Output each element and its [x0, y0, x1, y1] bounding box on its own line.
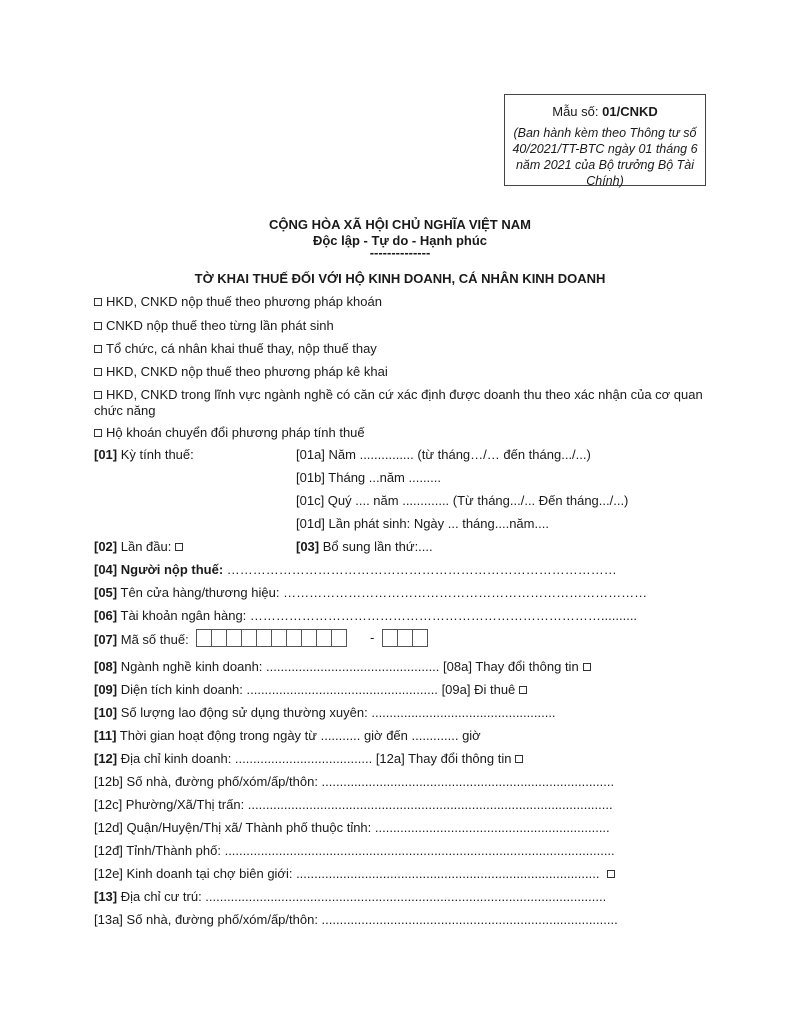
- field-12b[interactable]: [12b] Số nhà, đường phố/xóm/ấp/thôn: .................................................................................: [94, 774, 615, 789]
- checkbox[interactable]: [94, 322, 102, 330]
- tax-code-cell[interactable]: [211, 629, 227, 647]
- field-12c[interactable]: [12c] Phường/Xã/Thị trấn: .....................................................................................................: [94, 797, 613, 812]
- option-row[interactable]: HKD, CNKD nộp thuế theo phương pháp khoán: [94, 294, 382, 309]
- field-11[interactable]: [11] Thời gian hoạt động trong ngày từ ........... giờ đến ............. giờ: [94, 728, 481, 743]
- option-row[interactable]: HKD, CNKD nộp thuế theo phương pháp kê khai: [94, 364, 388, 379]
- tax-code-cells[interactable]: [197, 629, 347, 647]
- tax-code-suffix-cells[interactable]: [383, 629, 428, 647]
- tax-code-cell[interactable]: [316, 629, 332, 647]
- national-motto: Độc lập - Tự do - Hạnh phúc: [312, 233, 488, 248]
- field-01d[interactable]: [01d] Lần phát sinh: Ngày ... tháng....năm....: [296, 516, 549, 531]
- header-divider: --------------: [369, 245, 431, 260]
- tax-code-cell[interactable]: [412, 629, 428, 647]
- checkbox[interactable]: [94, 429, 102, 437]
- field-13a[interactable]: [13a] Số nhà, đường phố/xóm/ấp/thôn: ..................................................................................: [94, 912, 618, 927]
- nation-name: CỘNG HÒA XÃ HỘI CHỦ NGHĨA VIỆT NAM: [269, 217, 531, 232]
- checkbox[interactable]: [583, 663, 591, 671]
- tax-code-dash: -: [370, 630, 375, 645]
- field-04[interactable]: [04] Người nộp thuế: ………………………………………………………………………………: [94, 562, 617, 577]
- checkbox[interactable]: [94, 391, 102, 399]
- checkbox[interactable]: [94, 345, 102, 353]
- checkbox[interactable]: [607, 870, 615, 878]
- tax-code-cell[interactable]: [256, 629, 272, 647]
- field-09[interactable]: [09] Diện tích kinh doanh: ..................................................... [09a] Đi thuê: [94, 682, 527, 697]
- checkbox[interactable]: [519, 686, 527, 694]
- field-05[interactable]: [05] Tên cửa hàng/thương hiệu: …………………………………………………………………………: [94, 585, 648, 600]
- field-02[interactable]: [02] Lần đầu:: [94, 539, 183, 554]
- tax-code-cell[interactable]: [226, 629, 242, 647]
- field-12[interactable]: [12] Địa chỉ kinh doanh: ...................................... [12a] Thay đổi thông tin: [94, 751, 523, 766]
- field-08[interactable]: [08] Ngành nghề kinh doanh: ................................................ [08a] Thay đổi thông tin: [94, 659, 591, 674]
- page-title: TỜ KHAI THUẾ ĐỐI VỚI HỘ KINH DOANH, CÁ NHÂN KINH DOANH: [194, 271, 606, 286]
- option-row[interactable]: Tổ chức, cá nhân khai thuế thay, nộp thuế thay: [94, 341, 377, 356]
- field-13[interactable]: [13] Địa chỉ cư trú: ...............................................................................................................: [94, 889, 607, 904]
- field-01b[interactable]: [01b] Tháng ...năm .........: [296, 470, 442, 485]
- field-12d[interactable]: [12d] Quận/Huyện/Thị xã/ Thành phố thuộc tỉnh: .................................................................: [94, 820, 610, 835]
- tax-code-cell[interactable]: [301, 629, 317, 647]
- field-01c[interactable]: [01c] Quý .... năm ............. (Từ tháng.../... Đến tháng.../...): [296, 493, 629, 508]
- checkbox[interactable]: [94, 298, 102, 306]
- form-number-box: [504, 94, 706, 186]
- checkbox[interactable]: [515, 755, 523, 763]
- checkbox[interactable]: [175, 543, 183, 551]
- field-07-label: [07] Mã số thuế:: [94, 632, 189, 647]
- tax-code-cell[interactable]: [241, 629, 257, 647]
- option-row[interactable]: HKD, CNKD trong lĩnh vực ngành nghề có căn cứ xác định được doanh thu theo xác nhận của cơ quan chức năng: [94, 387, 703, 418]
- option-row[interactable]: Hộ khoán chuyển đổi phương pháp tính thuế: [94, 425, 365, 440]
- field-10[interactable]: [10] Số lượng lao động sử dụng thường xuyên: ...................................................: [94, 705, 556, 720]
- tax-code-cell[interactable]: [196, 629, 212, 647]
- field-01-label: [01] Kỳ tính thuế:: [94, 447, 194, 462]
- field-03[interactable]: [03] Bổ sung lần thứ:....: [296, 539, 433, 554]
- tax-code-cell[interactable]: [382, 629, 398, 647]
- tax-code-cell[interactable]: [286, 629, 302, 647]
- tax-code-cell[interactable]: [271, 629, 287, 647]
- checkbox[interactable]: [94, 368, 102, 376]
- form-issuance-note: (Ban hành kèm theo Thông tư số 40/2021/TT-BTC ngày 01 tháng 6 năm 2021 của Bộ trưởng Bộ Tài Chính): [512, 126, 698, 188]
- form-number: Mẫu số: 01/CNKD: [552, 104, 658, 119]
- field-06[interactable]: [06] Tài khoản ngân hàng: ………………………………………………………………………..........: [94, 608, 638, 623]
- option-row[interactable]: CNKD nộp thuế theo từng lần phát sinh: [94, 318, 334, 333]
- field-12dd[interactable]: [12đ] Tỉnh/Thành phố: ............................................................................................................: [94, 843, 615, 858]
- tax-code-cell[interactable]: [397, 629, 413, 647]
- field-12e[interactable]: [12e] Kinh doanh tại chợ biên giới: ....................................................................................: [94, 866, 615, 881]
- tax-code-cell[interactable]: [331, 629, 347, 647]
- field-01a[interactable]: [01a] Năm ............... (từ tháng…/… đến tháng.../...): [296, 447, 591, 462]
